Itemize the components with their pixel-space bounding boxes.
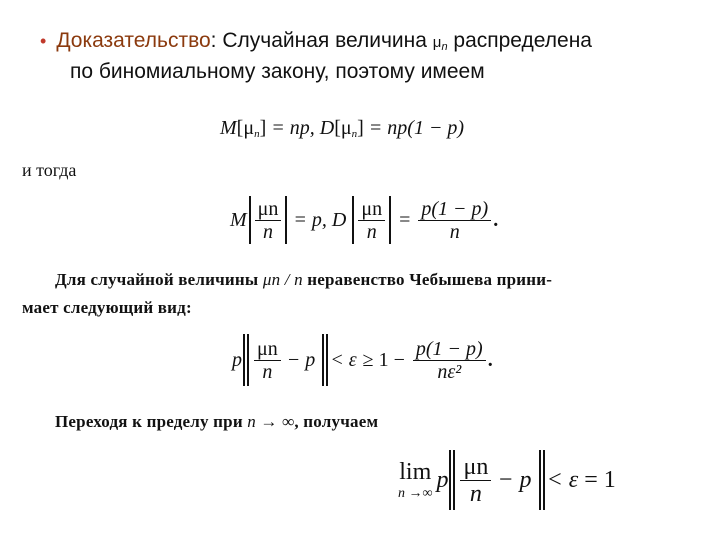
formula4-bar-right: [539, 450, 541, 510]
para1-var: μn / n: [262, 270, 303, 289]
chebyshev-paragraph-line1: [55, 270, 552, 290]
formula4-frac: [460, 454, 491, 507]
mu-subscript: n: [441, 41, 448, 53]
formula3-end: .: [487, 348, 493, 371]
colon: :: [210, 29, 217, 52]
formula3-cond: < ε: [330, 348, 357, 371]
formula4-lim-sub: n →∞: [398, 486, 433, 501]
formula4-lim-word: lim: [399, 459, 432, 485]
formula2-eq2: =: [399, 208, 411, 231]
formula4-bar-left: [449, 450, 451, 510]
formula3-num1: μn: [254, 338, 281, 361]
formula2-den3: n: [449, 220, 460, 243]
formula1-lbracket2: [: [334, 117, 341, 139]
formula4-cond: < ε: [546, 466, 579, 493]
formula3-p: p: [232, 348, 242, 371]
formula3-frac1: [254, 338, 281, 383]
formula2-den2: n: [366, 220, 377, 243]
formula4-lim: [398, 458, 432, 502]
formula-expectation-variance: [220, 117, 464, 140]
formula2-bar-right2: [389, 196, 391, 244]
formula-limit: [396, 450, 616, 510]
mu-symbol: μ: [432, 34, 442, 51]
formula1-sub2: n: [351, 128, 358, 140]
formula3-den2: nε²: [437, 360, 462, 383]
formula2-frac2: [358, 198, 385, 243]
formula1-lbracket: [: [236, 117, 244, 139]
formula1-rbracket2: ]: [357, 117, 364, 139]
formula4-num: μn: [460, 454, 491, 481]
formula2-eq1: = p, D: [293, 208, 347, 231]
formula1-M: M: [220, 117, 237, 139]
formula2-bar-left: [249, 196, 251, 244]
formula2-num1: μn: [255, 198, 282, 221]
bullet-line-2: по биномиальному закону, поэтому имеем: [70, 60, 485, 83]
formula2-M: M: [230, 208, 247, 231]
formula-normalized: [230, 196, 498, 244]
formula1-D: D: [319, 117, 335, 139]
formula-chebyshev: [232, 334, 493, 386]
formula3-gt: ≥ 1 −: [362, 348, 405, 371]
para1-text-a: Для случайной величины: [55, 270, 263, 289]
formula2-bar-right: [285, 196, 287, 244]
formula2-frac1: [255, 198, 282, 243]
formula4-mid: − p: [497, 466, 532, 493]
proof-word: Доказательство: [56, 29, 211, 52]
formula3-bar-right: [322, 334, 324, 386]
formula1-eq2: = np(1 − p): [363, 117, 465, 139]
formula1-mu2: μ: [340, 117, 352, 139]
formula2-den1: n: [263, 220, 274, 243]
formula2-end: .: [493, 208, 499, 231]
formula3-num2: p(1 − p): [413, 338, 486, 361]
bullet-text-b: распределена: [447, 29, 592, 52]
formula2-num2: μn: [358, 198, 385, 221]
formula1-mu: μ: [243, 117, 255, 139]
formula1-rbracket: ]: [259, 117, 267, 139]
limit-paragraph: [55, 412, 378, 432]
bullet-text-a: Случайная величина: [216, 29, 433, 52]
formula4-den: n: [469, 480, 482, 507]
formula3-bar-left: [243, 334, 245, 386]
formula4-p: p: [436, 466, 449, 493]
para2-var: n → ∞: [247, 412, 295, 431]
para2-text-a: Переходя к пределу при: [55, 412, 248, 431]
formula2-frac3: [418, 198, 491, 243]
formula3-frac2: [413, 338, 486, 383]
formula2-num3: p(1 − p): [418, 198, 491, 221]
formula2-bar-left2: [352, 196, 354, 244]
formula1-eq1: = np,: [266, 117, 320, 139]
formula3-den1: n: [262, 360, 273, 383]
para1-text-b: неравенство Чебышева прини-: [302, 270, 553, 289]
formula4-eq: = 1: [584, 466, 616, 493]
formula3-mid: − p: [286, 348, 316, 371]
formula1-sub: n: [254, 128, 260, 140]
para2-text-b: , получаем: [294, 412, 379, 431]
bullet-marker: •: [40, 31, 47, 51]
and-then-text: и тогда: [22, 160, 77, 180]
chebyshev-paragraph-line2: мает следующий вид:: [22, 298, 192, 317]
